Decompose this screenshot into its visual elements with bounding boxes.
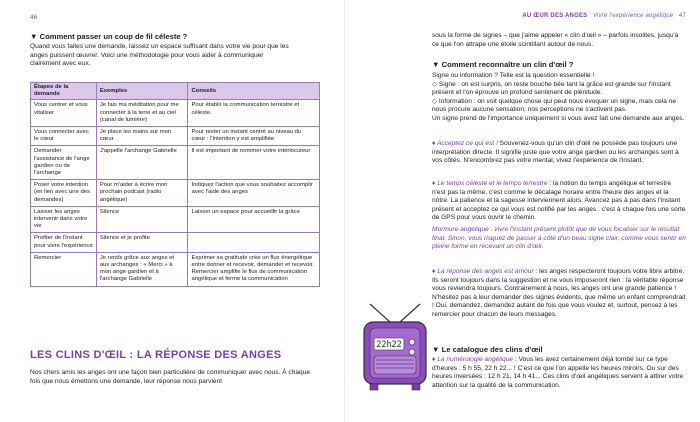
- paragraph-signe: ◇ Signe : on est surpris, on reste bouche bée tant la grâce est grande sur l'instant présent et l'on éprouve un profond sentiment de plénitude.: [432, 80, 671, 97]
- heading-reconnaitre: ▼ Comment reconnaître un clin d'œil ?: [432, 60, 574, 69]
- methodology-table: [30, 82, 320, 287]
- antenna-left: [370, 304, 390, 322]
- table-row: [31, 206, 320, 233]
- table-cell: Indiquez l'action que vous souhaitez accomplir avec l'aide des anges: [188, 180, 320, 207]
- page-gutter: [344, 0, 345, 422]
- header-chapter-title: Vivre l'expérience angélique: [592, 13, 674, 19]
- paragraph-signes-intro: sous la forme de signes – que j'aime appeler « clin d'œil » – parfois insolites, jusqu'à ce que l'on attrape une étoile scintillant autour de nous.: [432, 32, 679, 48]
- table-row: [31, 252, 320, 286]
- table-cell: Vous connecter avec le cœur: [31, 127, 97, 146]
- radio-foot-right: [412, 384, 420, 390]
- paragraph-intro-demande: Quand vous faites une demande, laissez un espace suffisant dans votre vie pour que les anges puissent œuvrer. Voici une méthodologie pour vous aider à communiquer clairement avec eux.: [30, 43, 289, 68]
- table-cell: Vous centrer et vous vitaliser: [31, 100, 97, 127]
- section-title-clins-doeil: LES CLINS D'ŒIL : LA RÉPONSE DES ANGES: [30, 349, 282, 361]
- table-cell: Je place les mains sur mon cœur: [96, 127, 188, 146]
- antenna-right: [400, 304, 420, 322]
- note-murmure: Murmure angélique : vivre l'instant présent plutôt que de vous focaliser sur le résultat final. Sinon, vous risquez de passer à côté d'un beau signe clair, comme vous sentir en pleine forme en recevant un clin d'œil.: [432, 226, 686, 251]
- table-cell: Pour m'aider à écrire mon prochain podcast (radio angélique): [96, 180, 188, 207]
- label-acceptez: ♦ Acceptez ce qui est !: [432, 140, 498, 147]
- table-row: [31, 100, 320, 127]
- table-cell: [188, 233, 320, 252]
- radio-foot-left: [370, 384, 378, 390]
- table-header-cell: Étapes de la demande: [31, 83, 97, 100]
- paragraph-temps: [432, 180, 686, 223]
- text-amour: : les anges respecteront toujours votre libre arbitre. Ils seront toujours dans la suggestion et ne vous imposeront rien : la véritable réponse vous reviendra toujours. Contrairement à nous, les anges ont une grande patience ! N'hésitez pas à leur demander des signes évidents, que même un enfant comprendrait ! Oui, demandez, demandez autant de fois que vous voulez et, surtout, pensez à les remercier pour chacun de leurs messages.: [432, 268, 686, 318]
- table-cell: Laisser un espace pour accueillir la grâce: [188, 206, 320, 233]
- label-amour: ♦ La réponse des anges est amour: [432, 268, 534, 275]
- running-header: [522, 13, 686, 19]
- table-cell: Exprimer sa gratitude crée un flux énergétique entre donner et recevoir, demander et recevoir. Remercier amplifie le flux de communication angélique et ferme la communication: [188, 252, 320, 286]
- table-cell: Profiter de l'instant pour vivre l'expérience: [31, 233, 97, 252]
- table-header-row: [31, 83, 320, 100]
- table-cell: Poser votre intention (en lien avec une des demandes): [31, 180, 97, 207]
- label-temps: ♦ Le temps céleste et le temps terrestre: [432, 180, 548, 187]
- header-book-title: AU ŒUR DES ANGES: [522, 13, 588, 19]
- label-numerologie: ♦ La numérologie angélique: [432, 356, 514, 363]
- page-number-left: 46: [30, 14, 38, 21]
- heading-coup-de-fil: ▼ Comment passer un coup de fil céleste ?: [30, 32, 188, 41]
- radio-knob-bottom: [409, 349, 415, 355]
- table-cell: Pour rester un instant centré au niveau du cœur : l'intention y est amplifiée: [188, 127, 320, 146]
- radio-illustration: [362, 300, 428, 403]
- table-cell: Silence: [96, 206, 188, 233]
- table-row: [31, 233, 320, 252]
- table-cell: Il est important de nommer votre interlocuteur: [188, 146, 320, 180]
- table-row: [31, 146, 320, 180]
- radio-knob-top: [409, 339, 415, 345]
- radio-svg: [362, 300, 428, 398]
- left-page: [0, 0, 340, 422]
- table-cell: Pour établir la communication terrestre et céleste.: [188, 100, 320, 127]
- table-cell: J'appelle l'archange Gabrielle: [96, 146, 188, 180]
- table-cell: Silence et je profite: [96, 233, 188, 252]
- paragraph-information: ◇ Information : on voit quelque chose qui peut nous évoquer un signe, mais cela ne nous procure aucune sensation, nos perceptions ne s'activent pas.: [432, 97, 677, 114]
- table-cell: Laisser les anges intervenir dans votre vie: [31, 206, 97, 233]
- paragraph-amour: [432, 268, 686, 320]
- table-cell: Demander l'assistance de l'ange gardien ou de l'archange: [31, 146, 97, 180]
- table-cell: Remercier: [31, 252, 97, 286]
- paragraph-numerologie: [432, 356, 686, 390]
- radio-speaker: [374, 356, 416, 374]
- table-cell: Je fais ma méditation pour me connecter à la terre et au ciel (canal de lumière): [96, 100, 188, 127]
- heading-catalogue: ▼ Le catalogue des clins d'œil: [432, 345, 543, 354]
- table-cell: Je rends grâce aux anges et aux archanges : « Merci » à mon ange gardien et à l'archange Gabrielle: [96, 252, 188, 286]
- radio-display-text: 22h22: [376, 340, 402, 350]
- text-temps: : la notion du temps angélique et terrestre n'est pas la même, c'est comme le décalage horaire entre l'heure des anges et la nôtre. La patience et la sagesse interviennent alors. Avancez pas à pas dans l'instant présent et acceptez ce qui vous est notifié par les anges : c'est à chaque fois une sorte de GPS pour vous ouvrir le chemin.: [432, 180, 686, 222]
- paragraph-importance: Un signe prend de l'importance uniquement si vous avez fait une demande aux anges.: [432, 114, 685, 122]
- table-row: [31, 180, 320, 207]
- paragraph-acceptez: [432, 140, 686, 166]
- text-acceptez: Souvenez-vous qu'un clin d'œil ne possède pas toujours une interprétation directe. Il signifie juste que votre ange gardien ou les archanges sont à vos côtés. N'encombrez pas votre mental, vivez l'expérience de l'instant.: [432, 140, 679, 165]
- paragraph-clins-doeil: Nos chers amis les anges ont une façon bien particulière de communiquer avec nous. À chaque fois que nous émettons une demande, leur réponse nous parvient: [30, 369, 311, 385]
- table-row: [31, 127, 320, 146]
- paragraph-question: Signe ou information ? Telle est la question essentielle !: [432, 72, 595, 79]
- table-header-cell: Conseils: [188, 83, 320, 100]
- page-number-right: 47: [678, 13, 686, 19]
- block-signe-information: [432, 72, 686, 124]
- table-header-cell: Exemples: [96, 83, 188, 100]
- text-numerologie: : Vous les avez certainement déjà tombé sur ce type d'heures : 5 h 55, 22 h 22... ! C'est ce que l'on appelle les heures miroirs. Ou sur des heures inversées : 12 h 21, 14 h 41... Ces clins d'œil angéliques servent à attirer votre attention sur la qualité de la communication.: [432, 356, 684, 389]
